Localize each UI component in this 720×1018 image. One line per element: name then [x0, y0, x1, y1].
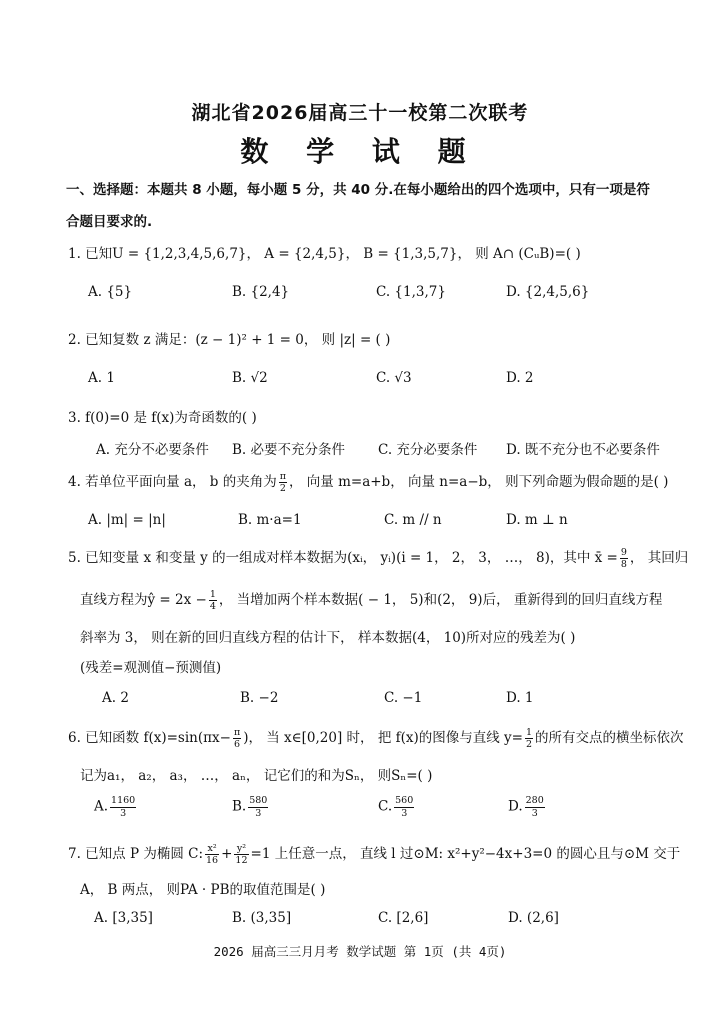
q5-option-c[interactable]: C. −1 — [384, 690, 423, 706]
q5-line1-end: ， 其回归 — [629, 550, 689, 566]
q7-option-b[interactable]: B. (3,35] — [232, 910, 292, 926]
q3-option-d[interactable]: D. 既不充分也不必要条件 — [506, 442, 660, 458]
q5-line2-start: 直线方程为ŷ = 2x − — [80, 592, 207, 608]
q1-option-b[interactable]: B. {2,4} — [232, 284, 290, 300]
q6-option-c[interactable] — [378, 796, 416, 818]
q5-coef-num: 1 — [209, 588, 216, 600]
q6-half-fraction — [525, 728, 533, 750]
q7-y-den: 12 — [235, 855, 248, 866]
q6-option-c-num: 560 — [395, 795, 414, 806]
q6-option-c-den: 3 — [401, 807, 408, 819]
q6-option-c-fraction — [394, 796, 414, 818]
q6-line1-mid: )， 当 x∈[0,20] 时， 把 f(x)的图像与直线 y= — [243, 730, 523, 746]
q7-line1 — [68, 842, 680, 866]
q6-line2: 记为a₁， a₂， a₃， …， aₙ， 记它们的和为Sₙ， 则Sₙ=( ) — [80, 768, 433, 784]
q2-option-a[interactable]: A. 1 — [88, 370, 115, 386]
q5-line2 — [80, 588, 662, 612]
q4-stem-start: 4. 若单位平面向量 a， b 的夹角为 — [68, 474, 277, 490]
q5-line2-end: ， 当增加两个样本数据( − 1， 5)和(2， 9)后， 重新得到的回归直线方程 — [218, 592, 663, 608]
q2-option-c[interactable]: C. √3 — [376, 370, 412, 386]
q6-phase-fraction — [233, 728, 241, 750]
q6-option-b[interactable] — [232, 796, 270, 818]
q7-line1-end: =1 上任意一点， 直线 l 过⊙M: x²+y²−4x+3=0 的圆心且与⊙M 交于 — [250, 846, 681, 862]
q4-option-b[interactable]: B. m·a=1 — [238, 512, 302, 528]
q7-y-num: y² — [234, 844, 248, 856]
q6-option-d[interactable] — [508, 796, 547, 818]
q5-option-d[interactable]: D. 1 — [506, 690, 534, 706]
q6-option-b-num: 580 — [249, 795, 268, 806]
q5-xbar-num: 9 — [620, 546, 627, 558]
q1-option-a[interactable]: A. {5} — [88, 284, 133, 300]
q6-option-a-fraction — [110, 796, 136, 818]
q7-line2: A， B 两点， 则PA · PB的取值范围是( ) — [80, 882, 326, 898]
section-heading-line1: 一、选择题：本题共 8 小题，每小题 5 分，共 40 分.在每小题给出的四个选项中，只有一项是符 — [66, 182, 650, 198]
q4-option-a[interactable]: A. |m| = |n| — [88, 512, 166, 528]
q2-option-d[interactable]: D. 2 — [506, 370, 534, 386]
q1-option-c[interactable]: C. {1,3,7} — [376, 284, 446, 300]
q1-option-d[interactable]: D. {2,4,5,6} — [506, 284, 590, 300]
q6-line1 — [68, 726, 684, 750]
q6-option-b-fraction — [248, 796, 268, 818]
section-heading-line2: 合题目要求的. — [66, 214, 153, 230]
q6-option-b-den: 3 — [255, 807, 262, 819]
q7-option-a[interactable]: A. [3,35] — [94, 910, 153, 926]
q4-stem — [68, 470, 668, 494]
q6-option-a[interactable] — [94, 796, 138, 818]
q5-line1-start: 5. 已知变量 x 和变量 y 的一组成对样本数据为(xᵢ， yᵢ)(i = 1， 2， 3， …， 8)，其中 x̄ = — [68, 550, 618, 566]
q2-option-b[interactable]: B. √2 — [232, 370, 268, 386]
q6-phase-den: 6 — [234, 739, 241, 750]
q6-option-d-fraction — [525, 796, 545, 818]
q6-half-num: 1 — [525, 726, 533, 738]
q6-half-den: 2 — [525, 739, 533, 750]
q6-option-d-den: 3 — [531, 807, 538, 819]
q5-line1 — [68, 546, 688, 570]
q6-option-b-label: B. — [232, 798, 247, 815]
q4-angle-fraction — [279, 472, 287, 494]
page-footer: 2026 届高三三月月考 数学试题 第 1页 (共 4页) — [213, 944, 507, 959]
q4-frac-num: π — [279, 470, 286, 482]
q4-option-d[interactable]: D. m ⊥ n — [506, 512, 568, 528]
q3-stem: 3. f(0)=0 是 f(x)为奇函数的( ) — [68, 410, 257, 426]
exam-title: 湖北省2026届高三十一校第二次联考 — [191, 102, 529, 124]
q6-option-a-num: 1160 — [111, 795, 136, 806]
q5-xbar-fraction — [620, 548, 628, 570]
q5-line3: 斜率为 3， 则在新的回归直线方程的估计下， 样本数据(4， 10)所对应的残差为( ) — [80, 630, 576, 646]
q7-line1-start: 7. 已知点 P 为椭圆 C: — [68, 846, 204, 862]
q6-phase-num: π — [233, 726, 241, 738]
q4-frac-den: 2 — [279, 483, 286, 494]
q4-stem-end: ， 向量 m=a+b， 向量 n=a−b， 则下列命题为假命题的是( ) — [289, 474, 669, 490]
q7-y-fraction — [234, 844, 248, 866]
q6-line1-end: 的所有交点的横坐标依次 — [535, 730, 684, 746]
q7-x-num: x² — [205, 844, 219, 856]
q7-x-den: 16 — [206, 855, 219, 866]
q7-x-fraction — [205, 844, 219, 866]
q6-line1-start: 6. 已知函数 f(x)=sin(πx− — [68, 730, 231, 746]
q3-option-c[interactable]: C. 充分必要条件 — [378, 442, 478, 458]
subject-title: 数 学 试 题 — [240, 135, 480, 168]
q4-option-c[interactable]: C. m // n — [384, 512, 442, 528]
q3-option-a[interactable]: A. 充分不必要条件 — [96, 442, 209, 458]
q6-option-a-label: A. — [94, 798, 109, 815]
q6-option-a-den: 3 — [120, 807, 127, 819]
q1-stem: 1. 已知U = {1,2,3,4,5,6,7}， A = {2,4,5}， B = {1,3,5,7}， 则 A∩ (CᵤB)=( ) — [68, 246, 581, 262]
q6-option-d-num: 280 — [525, 795, 544, 806]
q5-coef-den: 4 — [209, 601, 216, 612]
q7-option-c[interactable]: C. [2,6] — [378, 910, 429, 926]
q6-option-c-label: C. — [378, 798, 393, 815]
q5-note: (残差=观测值−预测值) — [80, 660, 222, 676]
q7-plus: + — [221, 846, 233, 862]
q2-stem: 2. 已知复数 z 满足：(z − 1)² + 1 = 0， 则 |z| = ( ) — [68, 332, 391, 348]
q5-option-b[interactable]: B. −2 — [240, 690, 279, 706]
q6-option-d-label: D. — [508, 798, 523, 815]
q5-coef-fraction — [209, 590, 217, 612]
q3-option-b[interactable]: B. 必要不充分条件 — [232, 442, 346, 458]
q7-option-d[interactable]: D. (2,6] — [508, 910, 559, 926]
q5-xbar-den: 8 — [620, 559, 627, 570]
q5-option-a[interactable]: A. 2 — [102, 690, 129, 706]
